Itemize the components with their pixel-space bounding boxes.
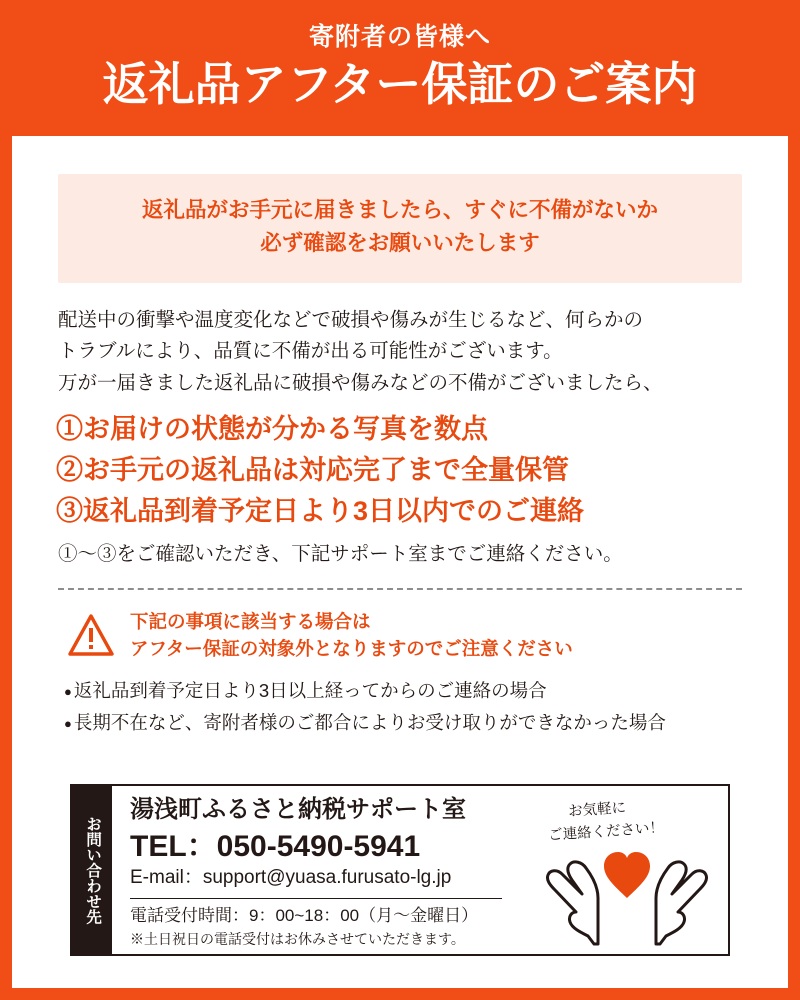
contact-details — [112, 786, 728, 954]
page-title: 返礼品アフター保証のご案内 — [102, 58, 698, 110]
contact-box — [70, 784, 730, 956]
body-paragraphs — [58, 305, 742, 400]
contact-divider — [130, 898, 502, 899]
step-item-3: ③返礼品到着予定日より3日以内でのご連絡 — [56, 496, 585, 527]
bullet-dot-icon: ● — [64, 715, 72, 731]
contact-telephone[interactable]: TEL：050-5490-5941 — [130, 829, 421, 863]
page-header — [0, 0, 800, 128]
body-paragraph-1-line-1: 配送中の衝撃や温度変化などで破損や傷みが生じるなど、何らかの — [58, 308, 644, 331]
contact-hours: 電話受付時間：9：00~18：00（月～金曜日） — [130, 906, 479, 926]
body-paragraph-1-line-2: トラブルにより、品質に不備が出る可能性がございます。 — [58, 340, 563, 363]
warning-line-1: 下記の事項に該当する場合は — [130, 610, 371, 632]
contact-hours-note: ※土日祝日の電話受付はお休みさせていただきます。 — [130, 931, 465, 948]
contact-tab-text: お問い合わせ先 — [84, 815, 102, 925]
contact-email[interactable]: E-mail：support@yuasa.furusato-lg.jp — [130, 867, 452, 889]
notice-line-1: 返礼品がお手元に届きましたら、すぐに不備がないか — [141, 198, 658, 222]
dashed-divider — [58, 588, 742, 590]
body-paragraph-2: 万が一届きました返礼品に破損や傷みなどの不備がございましたら、 — [58, 371, 663, 394]
list-item — [64, 675, 742, 706]
list-item — [64, 707, 742, 738]
bullet-dot-icon: ● — [64, 684, 72, 700]
bubble-text-line-2: ご連絡ください！ — [547, 819, 665, 845]
bullet-text-1: 返礼品到着予定日より3日以上経ってからのご連絡の場合 — [73, 680, 547, 702]
contact-org-name: 湯浅町ふるさと納税サポート室 — [130, 796, 466, 823]
hands-holding-heart-icon — [532, 792, 722, 950]
warning-line-2: アフター保証の対象外となりますのでご注意ください — [130, 638, 573, 660]
contact-tab-label — [72, 786, 112, 954]
steps-list — [56, 409, 744, 532]
notice-line-2: 必ず確認をお願いいたします — [260, 231, 540, 256]
bubble-text-line-1: お気軽に — [567, 799, 627, 820]
content-card — [12, 136, 788, 988]
warning-block — [68, 608, 742, 664]
bullet-text-2: 長期不在など、寄附者様のご都合によりお受け取りができなかった場合 — [73, 711, 666, 733]
closing-text: ①～③をご確認いただき、下記サポート室までご連絡ください。 — [58, 543, 623, 566]
warning-triangle-icon — [68, 614, 114, 656]
step-item-2: ②お手元の返礼品は対応完了まで全量保管 — [56, 455, 569, 486]
warning-text — [130, 608, 573, 664]
notice-banner — [58, 174, 742, 283]
header-eyebrow: 寄附者の皆様へ — [308, 23, 491, 51]
exclusion-bullets — [64, 675, 742, 738]
step-item-1: ①お届けの状態が分かる写真を数点 — [56, 414, 488, 445]
